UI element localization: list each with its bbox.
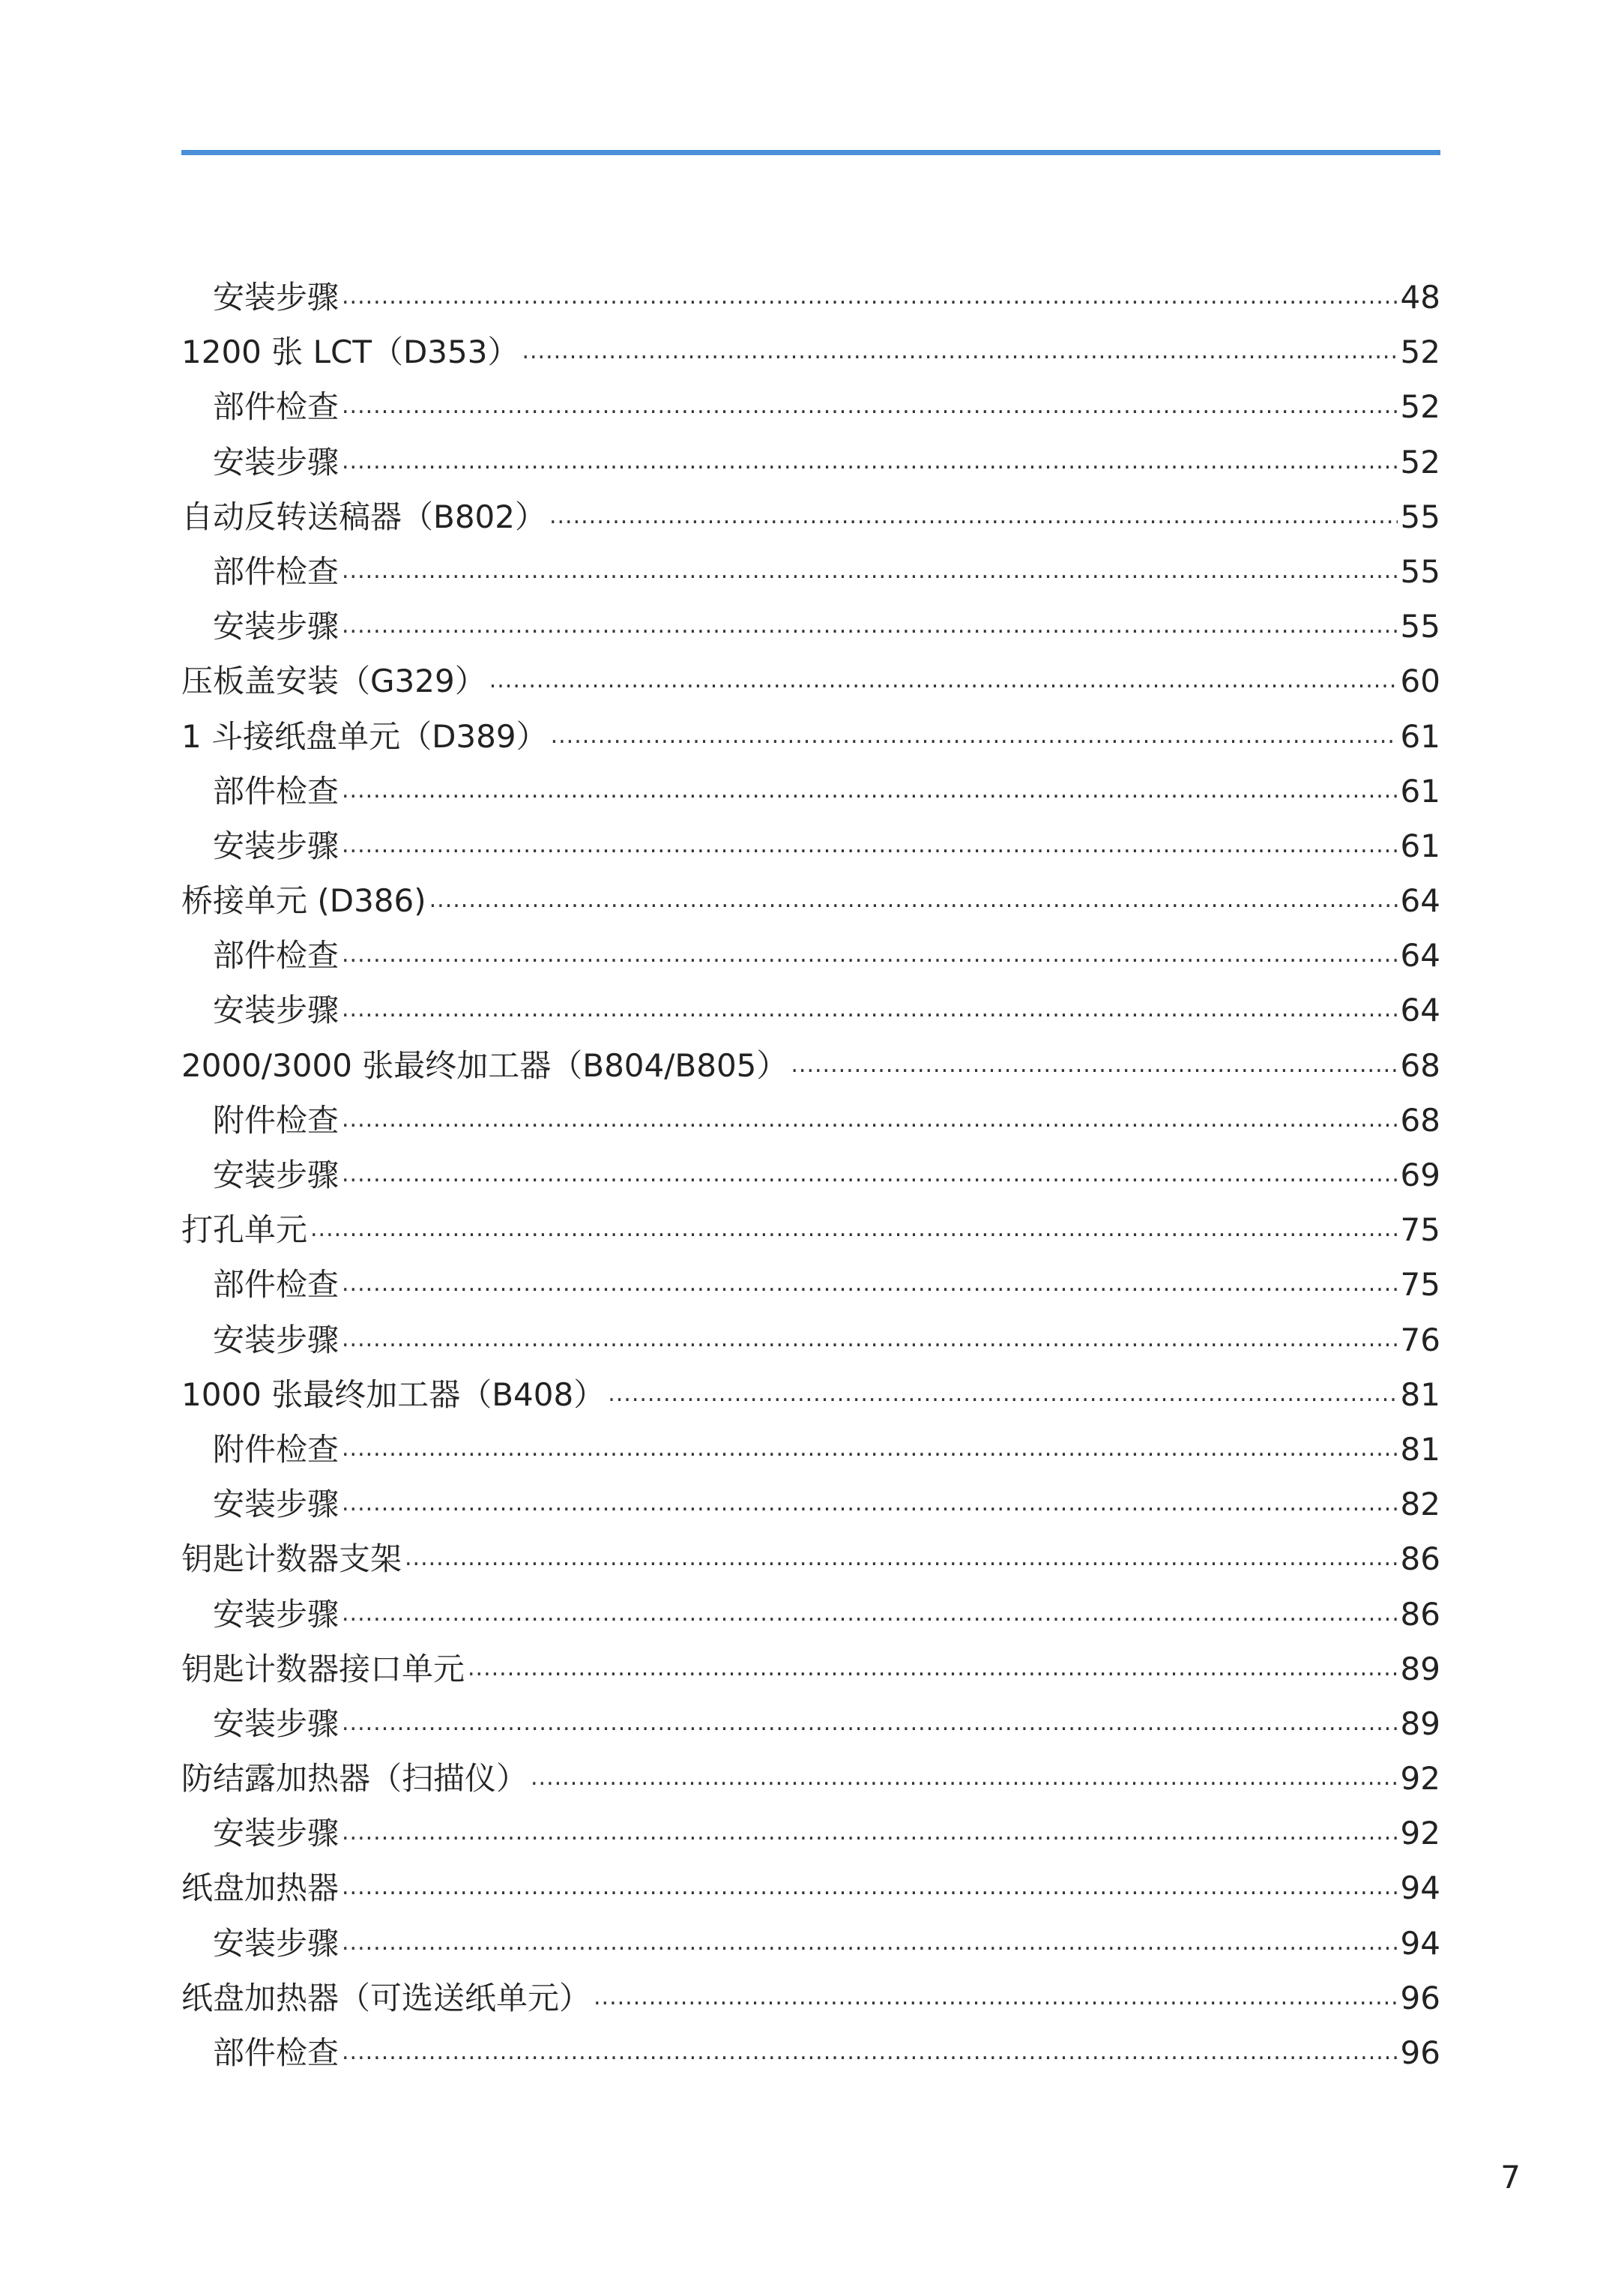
toc-entry[interactable] [181, 1477, 1440, 1531]
toc-entry-page: 96 [1400, 2034, 1440, 2071]
toc-entry-page: 75 [1400, 1211, 1440, 1249]
toc-entry-label: 安装步骤 [213, 279, 339, 316]
dot-leader [608, 1374, 1397, 1405]
dot-leader [342, 1867, 1398, 1899]
dot-leader [342, 1483, 1398, 1515]
toc-entry[interactable] [181, 873, 1440, 928]
toc-entry-page: 60 [1400, 663, 1440, 700]
toc-entry[interactable] [181, 1642, 1440, 1696]
toc-entry[interactable] [181, 1148, 1440, 1202]
toc-entry[interactable] [181, 1257, 1440, 1312]
toc-entry-page: 52 [1400, 443, 1440, 480]
toc-entry-label: 钥匙计数器接口单元 [181, 1650, 465, 1687]
toc-entry[interactable] [181, 1587, 1440, 1642]
toc-entry-page: 64 [1400, 882, 1440, 920]
toc-entry[interactable] [181, 654, 1440, 708]
toc-entry-page: 68 [1400, 1046, 1440, 1084]
toc-entry[interactable] [181, 928, 1440, 983]
toc-entry[interactable] [181, 709, 1440, 764]
toc-entry-label: 桥接单元 (D386) [181, 882, 426, 920]
dot-leader [342, 277, 1398, 308]
toc-entry-page: 61 [1400, 772, 1440, 810]
dot-leader [405, 1538, 1398, 1570]
dot-leader [342, 771, 1398, 802]
toc-entry[interactable] [181, 1038, 1440, 1093]
toc-entry-label: 安装步骤 [213, 1924, 339, 1962]
dot-leader [468, 1648, 1398, 1680]
toc-entry[interactable] [181, 489, 1440, 544]
toc-entry-label: 1200 张 LCT（D353） [181, 334, 519, 371]
toc-entry-page: 64 [1400, 992, 1440, 1029]
dot-leader [342, 1264, 1398, 1295]
toc-entry-label: 部件检查 [213, 2034, 339, 2071]
toc-entry[interactable] [181, 1202, 1440, 1257]
toc-entry-label: 钥匙计数器支架 [181, 1540, 402, 1578]
dot-leader [342, 935, 1398, 966]
toc-entry-label: 纸盘加热器 [181, 1869, 339, 1907]
toc-entry-page: 52 [1400, 334, 1440, 371]
toc-entry-page: 94 [1400, 1869, 1440, 1907]
toc-entry-label: 安装步骤 [213, 1815, 339, 1852]
toc-entry-label: 1 斗接纸盘单元（D389） [181, 717, 548, 755]
toc-entry-label: 纸盘加热器（可选送纸单元） [181, 1979, 591, 2016]
dot-leader [342, 1100, 1398, 1131]
dot-leader [429, 880, 1398, 912]
dot-leader [342, 1319, 1398, 1351]
toc-entry-label: 部件检查 [213, 937, 339, 974]
toc-entry[interactable] [181, 819, 1440, 873]
toc-entry-page: 55 [1400, 608, 1440, 645]
toc-entry-label: 安装步骤 [213, 992, 339, 1029]
dot-leader [342, 1703, 1398, 1735]
toc-entry-page: 92 [1400, 1760, 1440, 1798]
toc-entry-label: 安装步骤 [213, 827, 339, 864]
toc-entry[interactable] [181, 1751, 1440, 1806]
toc-entry[interactable] [181, 1367, 1440, 1422]
toc-entry-page: 82 [1400, 1486, 1440, 1523]
dot-leader [551, 716, 1398, 747]
toc-entry-label: 附件检查 [213, 1430, 339, 1468]
toc-entry-label: 安装步骤 [213, 1321, 339, 1358]
dot-leader [489, 660, 1398, 692]
toc-entry-page: 96 [1400, 1979, 1440, 2016]
toc-entry-page: 81 [1400, 1376, 1440, 1413]
toc-entry-label: 2000/3000 张最终加工器（B804/B805） [181, 1046, 788, 1084]
toc-entry-label: 压板盖安装（G329） [181, 663, 486, 700]
dot-leader [342, 825, 1398, 857]
dot-leader [342, 551, 1398, 582]
toc-entry-page: 61 [1400, 717, 1440, 755]
toc-entry-label: 部件检查 [213, 552, 339, 590]
toc-entry[interactable] [181, 1696, 1440, 1751]
toc-entry[interactable] [181, 764, 1440, 819]
dot-leader [342, 1594, 1398, 1625]
dot-leader [342, 442, 1398, 473]
toc-entry[interactable] [181, 983, 1440, 1037]
dot-leader [342, 1154, 1398, 1186]
toc-entry-label: 安装步骤 [213, 1157, 339, 1193]
dot-leader [342, 386, 1398, 418]
toc-entry-label: 自动反转送稿器（B802） [181, 498, 546, 535]
toc-entry-page: 48 [1400, 279, 1440, 316]
toc-entry-label: 部件检查 [213, 388, 339, 426]
toc-entry-page: 68 [1400, 1101, 1440, 1139]
toc-entry-page: 86 [1400, 1595, 1440, 1633]
toc-entry-label: 1000 张最终加工器（B408） [181, 1376, 606, 1413]
toc-entry-page: 89 [1400, 1705, 1440, 1742]
dot-leader [342, 1923, 1398, 1954]
toc-entry-label: 打孔单元 [181, 1211, 308, 1249]
toc-entry-label: 附件检查 [213, 1101, 339, 1139]
toc-entry-label: 安装步骤 [213, 608, 339, 645]
toc-entry[interactable] [181, 325, 1440, 379]
toc-entry-page: 92 [1400, 1815, 1440, 1852]
toc-entry-label: 安装步骤 [213, 443, 339, 480]
dot-leader [531, 1758, 1398, 1789]
dot-leader [791, 1045, 1397, 1076]
toc-entry-page: 55 [1400, 552, 1440, 590]
toc-entry[interactable] [181, 1916, 1440, 1971]
toc-entry-label: 部件检查 [213, 772, 339, 810]
toc-entry-page: 94 [1400, 1924, 1440, 1962]
toc-entry-page: 69 [1400, 1157, 1440, 1193]
toc-entry[interactable] [181, 544, 1440, 599]
dot-leader [342, 1429, 1398, 1460]
toc-entry[interactable] [181, 379, 1440, 434]
toc-entry-label: 防结露加热器（扫描仪） [181, 1760, 528, 1798]
table-of-contents [181, 270, 1440, 2080]
dot-leader [342, 1813, 1398, 1844]
page-number: 7 [1500, 2159, 1521, 2196]
toc-entry-page: 52 [1400, 388, 1440, 426]
toc-entry-page: 61 [1400, 827, 1440, 864]
toc-entry[interactable] [181, 2025, 1440, 2080]
dot-leader [549, 496, 1398, 528]
toc-entry-page: 89 [1400, 1650, 1440, 1687]
toc-entry[interactable] [181, 1422, 1440, 1477]
toc-entry-page: 64 [1400, 937, 1440, 974]
dot-leader [342, 2032, 1398, 2064]
toc-entry[interactable] [181, 270, 1440, 325]
toc-entry[interactable] [181, 1093, 1440, 1148]
toc-entry-page: 76 [1400, 1321, 1440, 1358]
toc-entry-label: 安装步骤 [213, 1595, 339, 1633]
toc-entry-page: 81 [1400, 1430, 1440, 1468]
dot-leader [522, 331, 1397, 363]
dot-leader [594, 1977, 1398, 2009]
toc-entry[interactable] [181, 1313, 1440, 1367]
dot-leader [342, 606, 1398, 637]
toc-entry-page: 75 [1400, 1266, 1440, 1304]
toc-entry-label: 部件检查 [213, 1266, 339, 1304]
toc-entry[interactable] [181, 1860, 1440, 1915]
dot-leader [310, 1209, 1398, 1241]
toc-entry-label: 安装步骤 [213, 1705, 339, 1742]
dot-leader [342, 989, 1398, 1021]
toc-entry[interactable] [181, 435, 1440, 489]
toc-entry[interactable] [181, 599, 1440, 654]
toc-entry[interactable] [181, 1806, 1440, 1860]
toc-entry-page: 86 [1400, 1540, 1440, 1578]
toc-entry-page: 55 [1400, 498, 1440, 535]
header-rule [181, 150, 1440, 155]
toc-entry-label: 安装步骤 [213, 1486, 339, 1523]
toc-entry[interactable] [181, 1971, 1440, 2025]
toc-entry[interactable] [181, 1531, 1440, 1586]
